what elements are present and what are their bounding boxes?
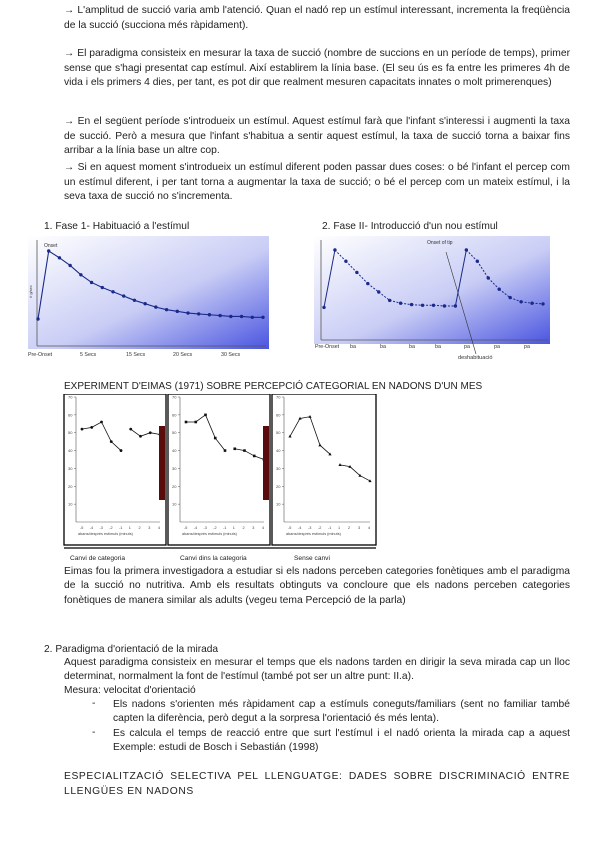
eimas-point: [149, 431, 152, 434]
eimas-point: [120, 449, 123, 452]
eimas-ytick-label: 60: [276, 412, 281, 418]
eimas-ytick-label: 30: [276, 465, 281, 471]
bullet-dash-2: -: [92, 727, 96, 738]
eimas-point: [214, 437, 217, 440]
fase1-point: [47, 249, 50, 252]
eimas-xtick-label: 2: [138, 526, 141, 530]
eimas-xtick-label: -1: [119, 526, 123, 530]
fase1-point: [101, 286, 104, 289]
fase2-plot-background: [314, 236, 550, 344]
fase1-point: [176, 310, 179, 313]
eimas-point: [139, 435, 142, 438]
eimas-panel-frame: [272, 394, 376, 545]
section2-heading: 2. Paradigma d'orientació de la mirada: [44, 644, 219, 655]
section2-paragraph: Aquest paradigma consisteix en mesurar el temps que els nadons tarden en dirigir la seva mirada cap un lloc determinat, normalment la font de l'estímul (també pot ser un altre punt: II.a).: [64, 657, 570, 683]
eimas-xtick-label: 3: [358, 526, 361, 530]
fase2-point: [498, 288, 501, 291]
eimas-ytick-label: 50: [68, 430, 73, 436]
eimas-xtick-label: 4: [262, 526, 265, 530]
eimas-ytick-label: 20: [68, 483, 73, 489]
fase2-point: [465, 248, 468, 251]
eimas-xtick-label: -3: [203, 526, 207, 530]
eimas-xlabel: abans/després estímuls (minuts): [182, 532, 237, 536]
closing-heading: ESPECIALITZACIÓ SELECTIVA PEL LLENGUATGE: DADES SOBRE DISCRIMINACIÓ ENTRE LLENGÜES EN NADONS: [64, 771, 570, 797]
fase2-point: [519, 300, 522, 303]
fase2-annotation: deshabituació: [458, 355, 493, 361]
eimas-xtick-label: 2: [348, 526, 351, 530]
eimas-xtick-label: 4: [368, 526, 371, 530]
eimas-xtick-label: 1: [128, 526, 131, 530]
fase2-point: [454, 304, 457, 307]
fase2-point: [487, 276, 490, 279]
eimas-xtick-label: -5: [80, 526, 84, 530]
fase1-point: [186, 311, 189, 314]
fase2-point: [508, 296, 511, 299]
fase2-point: [432, 304, 435, 307]
eimas-ytick-label: 70: [172, 394, 177, 400]
eimas-xtick-label: -2: [109, 526, 113, 530]
eimas-ytick-label: 70: [68, 394, 73, 400]
eimas-ytick-label: 60: [172, 412, 177, 418]
eimas-xtick-label: -2: [213, 526, 217, 530]
eimas-xtick-label: -5: [288, 526, 292, 530]
eimas-xtick-label: -2: [318, 526, 322, 530]
fase2-xtick: ba: [350, 344, 356, 350]
eimas-label-1: Canvi de categoria: [70, 555, 125, 562]
eimas-xtick-label: -4: [89, 526, 94, 530]
eimas-ytick-label: 60: [68, 412, 73, 418]
eimas-xtick-label: 2: [242, 526, 245, 530]
fase1-point: [36, 317, 39, 320]
fase1-point: [208, 313, 211, 316]
eimas-panel-1: [64, 394, 166, 545]
eimas-xtick-label: 1: [232, 526, 235, 530]
eimas-title: EXPERIMENT D'EIMAS (1971) SOBRE PERCEPCIÓ CATEGORIAL EN NADONS D'UN MES: [64, 381, 483, 392]
intro-paragraph-2: → El paradigma consisteix en mesurar la taxa de succió (nombre de succions en un període de temps), primer sense que s'hagi presentat cap estímul. Així establirem la línia base. (El seu ús es fa entre les primeres 4h de vida i els primers 4 dies, per tant, es pot dir que realment mesuren capacitats innates o molt primerenques): [64, 48, 570, 89]
bullet-dash-1: -: [92, 698, 96, 709]
eimas-point: [233, 447, 236, 450]
fase2-chart: [314, 236, 550, 362]
fase1-point: [79, 273, 82, 276]
eimas-xtick-label: -3: [308, 526, 312, 530]
eimas-ytick-label: 20: [276, 483, 281, 489]
fase1-point: [90, 281, 93, 284]
eimas-point: [243, 449, 246, 452]
eimas-xtick-label: -4: [193, 526, 198, 530]
eimas-ytick-label: 70: [276, 394, 281, 400]
fase2-point: [322, 306, 325, 309]
fase1-point: [133, 299, 136, 302]
eimas-point: [90, 426, 93, 429]
fase2-xtick: pa: [524, 344, 530, 350]
fase2-xtick: ba: [380, 344, 386, 350]
eimas-red-bar: [159, 426, 165, 500]
eimas-ytick-label: 20: [172, 483, 177, 489]
fase1-point: [240, 315, 243, 318]
eimas-ytick-label: 10: [172, 501, 177, 507]
fase1-point: [229, 315, 232, 318]
fase2-point: [530, 302, 533, 305]
eimas-xtick-label: 1: [338, 526, 341, 530]
eimas-point: [194, 421, 197, 424]
eimas-xtick-label: -3: [99, 526, 103, 530]
fase2-xtick: Pre-Onset: [315, 344, 340, 350]
eimas-ytick-label: 10: [68, 501, 73, 507]
fase2-point: [377, 290, 380, 293]
eimas-ytick-label: 50: [172, 430, 177, 436]
eimas-xlabel: abans/després estímuls (minuts): [286, 532, 341, 536]
eimas-ytick-label: 40: [68, 448, 73, 454]
fase1-xtick: 5 Secs: [80, 352, 97, 358]
fase1-onset-label: Onset: [44, 243, 58, 249]
fase2-point: [366, 282, 369, 285]
section2-measure: Mesura: velocitat d'orientació: [64, 685, 196, 696]
eimas-ytick-label: 30: [172, 465, 177, 471]
fase1-point: [122, 294, 125, 297]
fase2-point: [541, 302, 544, 305]
eimas-xtick-label: 3: [252, 526, 255, 530]
eimas-point: [100, 421, 103, 424]
eimas-xtick-label: -5: [184, 526, 188, 530]
fase1-chart: [28, 236, 269, 360]
eimas-point: [204, 414, 207, 417]
eimas-label-3: Sense canvi: [294, 555, 330, 562]
fase1-point: [251, 316, 254, 319]
fase2-point: [355, 271, 358, 274]
eimas-label-2: Canvi dins la categoria: [180, 555, 247, 562]
fase2-xtick: pa: [464, 344, 470, 350]
eimas-xtick-label: -1: [328, 526, 332, 530]
intro-paragraph-4: → Si en aquest moment s'introdueix un estímul diferent poden passar dues coses: o bé l'infant el percep com un estímul diferent, i per tant torna a augmentar la taxa de succió; o bé el percep com un mateix estímul, i la seva taxa de succió no s'incrementa.: [64, 162, 570, 203]
eimas-paragraph: Eimas fou la primera investigadora a estudiar si els nadons perceben categories fonètiques amb el paradigma de la succió no nutritiva. Amb els resultats obtinguts va concloure que els nadons perceben categories fonètiques de manera similar als adults (vegeu tema Percepció de la parla): [64, 566, 570, 606]
fase2-point: [333, 248, 336, 251]
eimas-xtick-label: 4: [158, 526, 161, 530]
fase2-xtick: ba: [435, 344, 441, 350]
eimas-ytick-label: 40: [276, 448, 281, 454]
fase1-point: [58, 256, 61, 259]
fase1-xtick: 20 Secs: [173, 352, 193, 358]
eimas-point: [129, 428, 132, 431]
fase2-point: [388, 299, 391, 302]
fase1-point: [261, 316, 264, 319]
intro-paragraph-1: → L'amplitud de succió varia amb l'atenció. Quan el nadó rep un estímul interessant, incrementa la freqüència de la succió (succiona més ràpidament).: [64, 5, 570, 31]
fase1-xtick: 15 Secs: [126, 352, 146, 358]
eimas-point: [185, 421, 188, 424]
eimas-panel-frame: [168, 394, 270, 545]
fase2-point: [421, 304, 424, 307]
fase1-point: [154, 305, 157, 308]
intro-paragraph-3: → En el següent període s'introdueix un estímul. Aquest estímul farà que l'infant s'interessi i augmenti la taxa de succió. Però a mesura que l'infant s'habitua a sentir aquest estímul, la taxa de succió torna a baixar fins arribar a la línia base un altre cop.: [64, 116, 570, 157]
eimas-ytick-label: 40: [172, 448, 177, 454]
fase2-point: [410, 303, 413, 306]
fase1-point: [143, 302, 146, 305]
eimas-point: [81, 428, 84, 431]
fase2-point: [443, 304, 446, 307]
fase1-xtick: Pre-Onset: [28, 352, 53, 358]
fase1-point: [218, 314, 221, 317]
section2-bullet-2: Es calcula el temps de reacció entre que surt l'estímul i el nadó orienta la mirada cap a aquest Exemple: estudi de Bosch i Sebastián (1998): [113, 728, 570, 754]
eimas-xtick-label: -4: [298, 526, 302, 530]
eimas-point: [253, 455, 256, 458]
fase2-xtick: ba: [409, 344, 415, 350]
eimas-panel-frame: [64, 394, 166, 545]
fase1-point: [111, 290, 114, 293]
eimas-point: [224, 449, 227, 452]
fase2-point: [399, 302, 402, 305]
eimas-ytick-label: 30: [68, 465, 73, 471]
fase2-xtick: pa: [494, 344, 500, 350]
fase2-caption: 2. Fase II- Introducció d'un nou estímul: [322, 221, 498, 232]
eimas-xlabel: abans/després estímuls (minuts): [78, 532, 133, 536]
fase1-point: [165, 308, 168, 311]
eimas-point: [110, 440, 113, 443]
eimas-xtick-label: -1: [223, 526, 227, 530]
fase1-ylabel: # g/sec: [28, 285, 33, 298]
eimas-ytick-label: 10: [276, 501, 281, 507]
fase2-onset-label: Onset of tip: [427, 240, 453, 246]
eimas-red-bar: [263, 426, 269, 500]
fase2-point: [344, 260, 347, 263]
fase1-point: [197, 312, 200, 315]
eimas-panel-2: [159, 394, 270, 545]
fase1-xtick: 30 Secs: [221, 352, 241, 358]
fase1-point: [68, 264, 71, 267]
fase1-plot-background: [28, 236, 269, 349]
eimas-figure: [62, 394, 378, 566]
eimas-panel-3: [263, 394, 376, 545]
eimas-ytick-label: 50: [276, 430, 281, 436]
fase2-point: [476, 260, 479, 263]
fase1-caption: 1. Fase 1- Habituació a l'estímul: [44, 221, 190, 232]
eimas-xtick-label: 3: [148, 526, 151, 530]
section2-bullet-1: Els nadons s'orienten més ràpidament cap a estímuls coneguts/familiars (sent no familiar també capten la diferència, però degut a la sorpresa l'orientació és més lenta).: [113, 699, 570, 725]
